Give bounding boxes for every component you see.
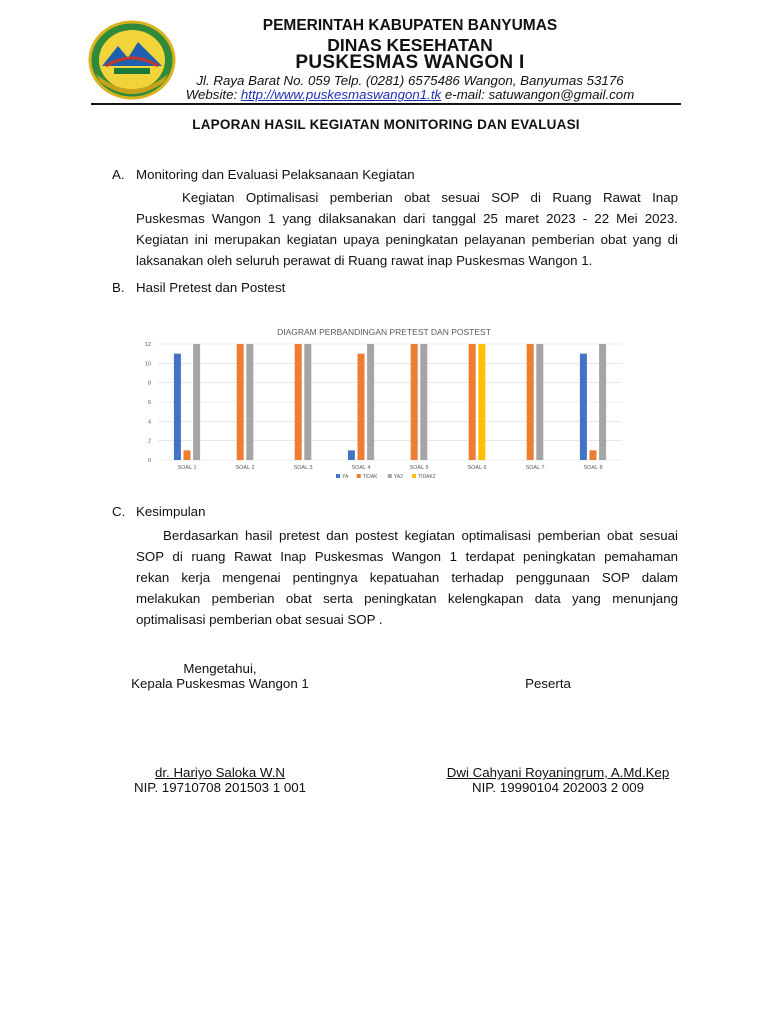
y-tick-label: 8	[147, 380, 151, 387]
x-tick-label: SOAL 5	[409, 465, 429, 471]
y-tick-label: 4	[147, 419, 151, 426]
x-tick-label: SOAL 7	[525, 465, 545, 471]
legend-swatch	[388, 474, 392, 478]
header-institution: PUSKESMAS WANGON I	[295, 52, 525, 73]
section-c-heading	[112, 504, 205, 519]
website-label: Website:	[185, 87, 241, 102]
legend-label: TIDAK2	[418, 474, 436, 480]
x-tick-label: SOAL 1	[177, 465, 197, 471]
report-title: LAPORAN HASIL KEGIATAN MONITORING DAN EVALUASI	[192, 117, 580, 132]
header-department: DINAS KESEHATAN	[327, 35, 493, 55]
x-tick-label: SOAL 3	[293, 465, 313, 471]
sig-right-position: Peserta	[525, 676, 571, 691]
bar-tidak	[358, 354, 365, 460]
bar-ya2	[599, 344, 606, 460]
x-tick-label: SOAL 2	[235, 465, 255, 471]
section-c-title: Kesimpulan	[136, 504, 206, 519]
bar-tidak	[590, 450, 597, 460]
section-b-label: B.	[112, 280, 125, 295]
bar-tidak	[184, 450, 191, 460]
bar-ya2	[304, 344, 311, 460]
bar-ya	[580, 354, 587, 460]
header-address: Jl. Raya Barat No. 059 Telp. (0281) 6575486 Wangon, Banyumas 53176	[196, 73, 624, 88]
chart-title: DIAGRAM PERBANDINGAN PRETEST DAN POSTEST	[277, 327, 491, 337]
paragraph-line: optimalisasi pemberian obat sesuai SOP .	[136, 612, 383, 627]
bar-tidak	[237, 344, 244, 460]
x-tick-label: SOAL 8	[583, 465, 603, 471]
paragraph-line: Berdasarkan hasil pretest dan postest kegiatan optimalisasi pemberian obat sesuai	[163, 528, 678, 543]
bar-ya2	[536, 344, 543, 460]
y-tick-label: 10	[144, 361, 151, 368]
legend-label: TIDAK	[362, 474, 378, 480]
bar-tidak	[411, 344, 418, 460]
bar-ya2	[420, 344, 427, 460]
y-tick-label: 6	[147, 400, 151, 406]
y-tick-label: 12	[144, 342, 151, 348]
paragraph-line: Kegiatan Optimalisasi pemberian obat sesuai SOP di Ruang Rawat Inap	[182, 190, 678, 205]
pretest-postest-chart	[136, 318, 632, 490]
bar-ya2	[367, 344, 374, 460]
y-tick-label: 0	[147, 458, 151, 464]
bar-tidak2	[478, 344, 485, 460]
header-contact	[150, 87, 670, 102]
paragraph-line: laksanakan oleh seluruh perawat di Ruang rawat inap Puskesmas Wangon 1.	[136, 253, 593, 268]
sig-left-position: Kepala Puskesmas Wangon 1	[131, 676, 309, 691]
sig-right-name: Dwi Cahyani Royaningrum, A.Md.Kep	[446, 765, 670, 780]
sig-left-nip: NIP. 19710708 201503 1 001	[133, 780, 307, 795]
bar-ya	[174, 354, 181, 460]
section-b-heading	[112, 280, 285, 295]
legend-label: YA	[342, 474, 349, 480]
section-c-label: C.	[112, 504, 126, 519]
bar-tidak	[527, 344, 534, 460]
sig-left-acknowledged: Mengetahui,	[183, 661, 257, 676]
x-tick-label: SOAL 4	[351, 465, 371, 471]
email-text: e-mail: satuwangon@gmail.com	[441, 87, 635, 102]
section-a-title: Monitoring dan Evaluasi Pelaksanaan Kegiatan	[136, 167, 415, 182]
paragraph-line: SOP di ruang Rawat Inap Puskesmas Wangon 1 terdapat peningkatan pemahaman	[136, 549, 678, 564]
section-c-paragraph	[136, 525, 678, 630]
bar-ya2	[193, 344, 200, 460]
header-divider	[91, 103, 681, 105]
paragraph-line: melakukan pemberian obat serta peningkatan kelengkapan data yang menunjang	[136, 591, 678, 606]
paragraph-line: Puskesmas Wangon 1 yang dilaksanakan dari tanggal 25 maret 2023 - 22 Mei 2023.	[136, 211, 678, 226]
bar-tidak	[295, 344, 302, 460]
section-a-paragraph	[136, 187, 678, 271]
y-tick-label: 2	[147, 438, 151, 445]
x-tick-label: SOAL 6	[467, 465, 487, 471]
header-government: PEMERINTAH KABUPATEN BANYUMAS	[262, 17, 558, 34]
legend-swatch	[412, 474, 416, 478]
legend-label: YA2	[393, 474, 403, 480]
section-a-label: A.	[112, 167, 125, 182]
paragraph-line: rekan kerja mengenai pentingnya kepatuahan terhadap penggunaan SOP dalam	[136, 570, 678, 585]
legend-swatch	[357, 474, 361, 478]
legend-swatch	[336, 474, 340, 478]
sig-right-nip: NIP. 19990104 202003 2 009	[471, 780, 645, 795]
section-a-heading	[112, 167, 415, 182]
bar-ya2	[246, 344, 253, 460]
website-link[interactable]: http://www.puskesmaswangon1.tk	[240, 87, 442, 102]
bar-tidak	[469, 344, 476, 460]
sig-left-name: dr. Hariyo Saloka W.N	[154, 765, 286, 780]
bar-ya	[348, 450, 355, 460]
section-b-title: Hasil Pretest dan Postest	[136, 280, 286, 295]
paragraph-line: Kegiatan ini merupakan kegiatan upaya peningkatan pelayanan pemberian obat yang di	[136, 232, 678, 247]
